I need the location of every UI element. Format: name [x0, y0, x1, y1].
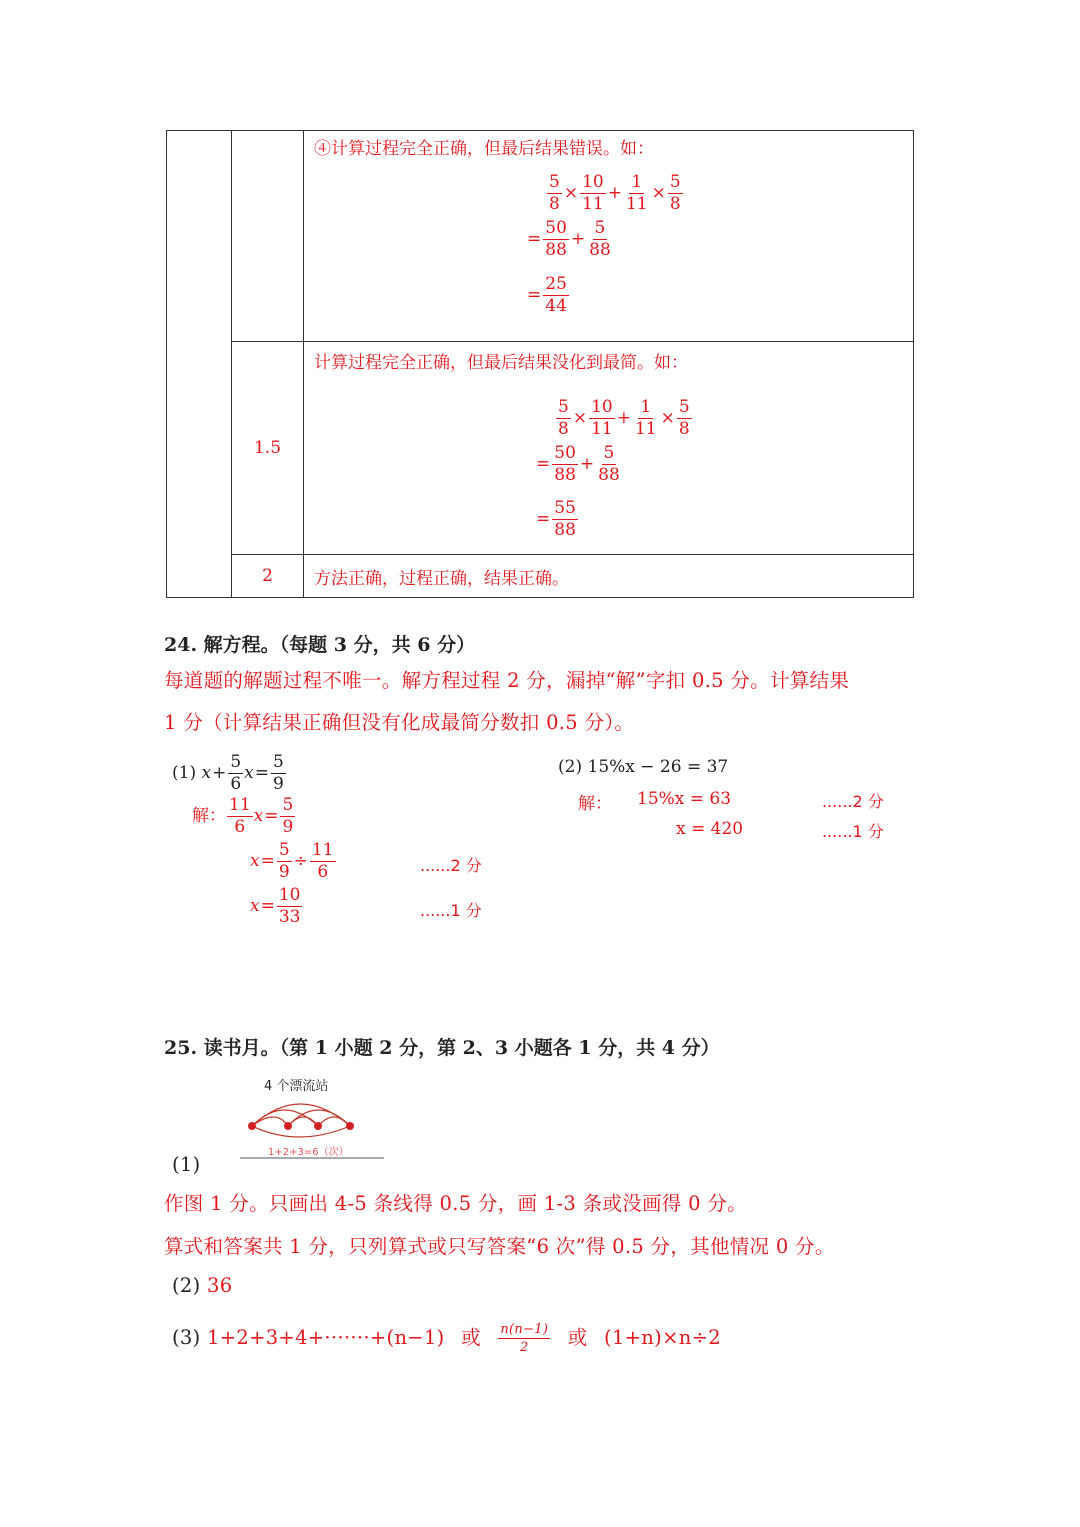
row1-math-line1: $\frac{5}{8}$ × $\frac{10}{11}$ + $\frac{1}{11}$ × $\frac{5}{8}$ — [549, 172, 681, 214]
q24-p2-equation: (2) 15%x − 26 = 37 — [558, 757, 729, 777]
q24-p2-points-a: ......2 分 — [822, 792, 884, 811]
q25-p2-label: (2) — [172, 1274, 201, 1297]
station-3 — [314, 1122, 322, 1130]
rubric-desc-text-3: 方法正确，过程正确，结果正确。 — [314, 568, 569, 589]
q25-figure-caption: 1+2+3=6（次） — [268, 1147, 349, 1158]
station-4 — [346, 1122, 354, 1130]
q24-p1-step2: x= $\frac{5}{9}$ ÷ $\frac{11}{6}$ — [250, 840, 334, 882]
rubric-score-2: 1.5 — [253, 438, 282, 458]
rubric-score-cell-3 — [232, 555, 304, 598]
q24-p1-equation: (1) x+ $\frac{5}{6}$ x= $\frac{5}{9}$ — [172, 752, 284, 794]
arc-bottom — [252, 1126, 350, 1137]
row2-math-line1: $\frac{5}{8}$ × $\frac{10}{11}$ + $\frac{1}{11}$ × $\frac{5}{8}$ — [558, 397, 690, 439]
q25-p3-or-1: 或 — [461, 1326, 481, 1349]
rubric-score-cell-2 — [232, 342, 304, 555]
q25-p3-or-2: 或 — [567, 1326, 588, 1349]
q25-p2-answer: 36 — [207, 1274, 233, 1297]
q25-p2 — [172, 1274, 232, 1297]
row2-math-line3: = $\frac{55}{88}$ — [536, 498, 576, 540]
q24-p2-step1: 15%x = 63 — [637, 789, 732, 809]
q24-p2-jie: 解： — [578, 794, 612, 814]
q24-note-line1: 每道题的解题过程不唯一。解方程过程 2 分，漏掉“解”字扣 0.5 分。计算结果 — [164, 669, 850, 692]
rubric-score-3: 2 — [262, 566, 273, 586]
rubric-desc-text-2: 计算过程完全正确，但最后结果没化到最简。如： — [314, 353, 688, 373]
q25-p3-label: (3) — [172, 1326, 201, 1349]
q24-p1-step3: x= $\frac{10}{33}$ — [250, 885, 301, 927]
row2-math-line2: = $\frac{50}{88}$ + $\frac{5}{88}$ — [536, 443, 620, 485]
q25-p3 — [172, 1322, 721, 1354]
q24-p1-step1: 解： $\frac{11}{6}$ x= $\frac{5}{9}$ — [192, 795, 294, 837]
q24-p2-points-b: ......1 分 — [822, 822, 884, 841]
rubric-desc-text-1: ④计算过程完全正确，但最后结果错误。如： — [314, 139, 654, 159]
row1-math-line3: = $\frac{25}{44}$ — [527, 274, 567, 316]
row1-math-line2: = $\frac{50}{88}$ + $\frac{5}{88}$ — [527, 218, 611, 260]
q24-p1-points-a: ......2 分 — [420, 856, 482, 875]
rubric-blank-column — [167, 131, 232, 598]
station-1 — [248, 1122, 256, 1130]
q25-figure-title: 4 个漂流站 — [264, 1079, 329, 1094]
station-2 — [284, 1122, 292, 1130]
q25-p1-label: (1) — [172, 1153, 201, 1176]
q24-note-line2: 1 分（计算结果正确但没有化成最简分数扣 0.5 分）。 — [164, 711, 635, 734]
q24-title: 24. 解方程。（每题 3 分，共 6 分） — [164, 634, 476, 656]
rubric-score-cell-empty — [232, 131, 304, 342]
q25-p1-line2: 算式和答案共 1 分，只列算式或只写答案“6 次”得 0.5 分，其他情况 0 分。 — [164, 1235, 835, 1258]
q25-p3-expr-b: (1+n)×n÷2 — [604, 1326, 721, 1349]
q25-p3-expr-a: 1+2+3+4+·······+(n−1) — [207, 1326, 445, 1349]
q24-p1-points-b: ......1 分 — [420, 901, 482, 920]
q25-p1-line1: 作图 1 分。只画出 4-5 条线得 0.5 分，画 1-3 条或没画得 0 分。 — [164, 1192, 747, 1215]
rubric-desc-cell-3 — [304, 555, 914, 598]
q24-p2-step2: x = 420 — [676, 819, 744, 839]
q25-p3-fraction: $\frac{n(n-1)}{2}$ — [500, 1322, 549, 1355]
q25-title: 25. 读书月。（第 1 小题 2 分，第 2、3 小题各 1 分，共 4 分） — [164, 1037, 720, 1059]
